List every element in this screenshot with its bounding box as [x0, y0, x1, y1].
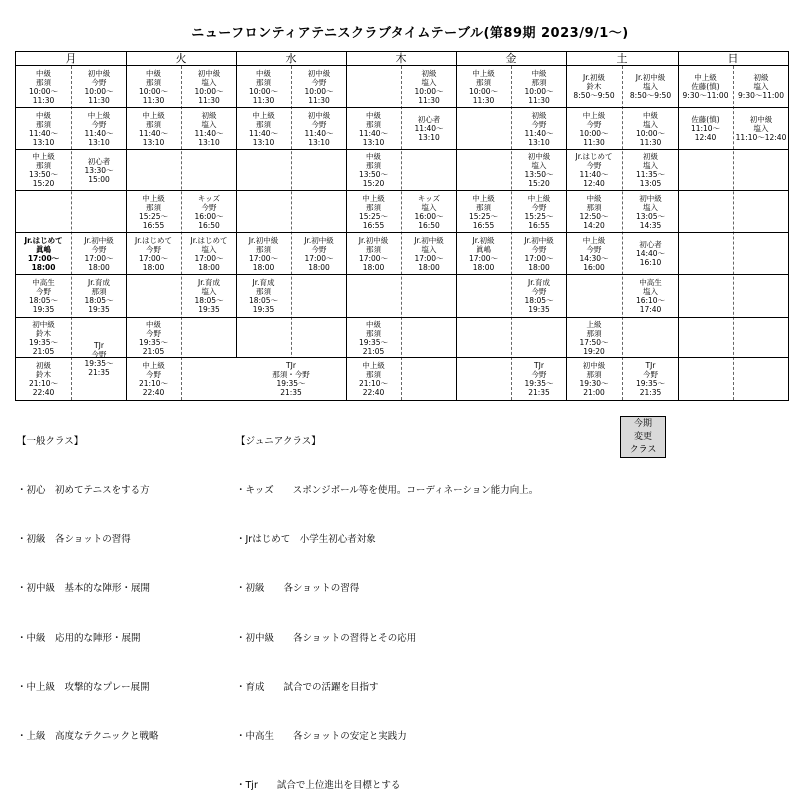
legend-item: ・初級 各ショットの習得	[17, 534, 131, 546]
class-slot: 初中級 今野 11:40～ 13:10	[304, 110, 334, 147]
day-header-wed: 水	[236, 52, 346, 66]
junior-class-legend	[236, 401, 538, 811]
class-slot: 初級 鈴木 21:10～ 22:40	[28, 361, 59, 397]
class-slot: 中級 那須 10:00～ 11:30	[248, 68, 279, 105]
class-slot: 初級 塩入 11:35～ 13:05	[635, 152, 666, 188]
class-slot: Jr.育成 塩入 18:05～ 19:35	[194, 278, 224, 314]
class-slot: 中級 那須 11:40～ 13:10	[28, 110, 59, 147]
class-slot: Jr.育成 那須 18:05～ 19:35	[84, 278, 114, 314]
class-slot: 中級 那須 10:00～ 11:30	[28, 68, 59, 105]
class-slot: Jr.初中級 那須 17:00～ 18:00	[358, 235, 389, 272]
class-slot: 中上級 那須 15:25～ 16:55	[138, 193, 169, 230]
legend-item: ・初級 各ショットの習得	[236, 583, 360, 595]
class-slot: 中級 那須 10:00～ 11:30	[138, 68, 169, 105]
class-slot: Jr.初中級 塩入 17:00～ 18:00	[414, 235, 444, 272]
class-slot: Jr.はじめて 眞嶋 17:00～ 18:00	[24, 235, 63, 272]
class-slot: Jr.初中級 今野 17:00～ 18:00	[304, 235, 334, 272]
class-slot	[126, 150, 181, 190]
class-slot: 中上級 那須 15:25～ 16:55	[358, 193, 389, 230]
general-class-legend	[17, 401, 159, 762]
class-slot: 中高生 今野 18:05～ 19:35	[28, 278, 59, 314]
class-slot: Jr.はじめて 今野 17:00～ 18:00	[135, 235, 172, 272]
day-header-mon: 月	[16, 52, 126, 66]
class-slot: 初級 塩入 11:40～ 13:10	[194, 110, 224, 147]
class-slot: TJr 今野 19:35～ 21:35	[524, 361, 554, 397]
class-slot: 中級 那須 11:40～ 13:10	[358, 110, 389, 147]
legend-item: ・初心 初めてテニスをする方	[17, 485, 150, 497]
class-slot: 初級 塩入 10:00～ 11:30	[414, 68, 444, 105]
class-slot	[182, 150, 236, 190]
junior-legend-header: 【ジュニアクラス】	[236, 435, 321, 447]
class-slot-wide: TJr 那須・今野 19:35～ 21:35	[236, 358, 346, 400]
class-slot: 中上級 今野 15:25～ 16:55	[524, 193, 554, 230]
class-slot: 中高生 塩入 16:10～ 17:40	[635, 278, 666, 314]
day-header-thu: 木	[346, 52, 456, 66]
class-slot: 初中級 鈴木 19:35～ 21:05	[28, 319, 59, 356]
class-slot: 初心者 13:30～ 15:00	[84, 156, 114, 184]
class-slot: 初心者 11:40～ 13:10	[414, 115, 444, 142]
class-slot: 中上級 那須 10:00～ 11:30	[468, 68, 499, 105]
class-slot: 初心者 14:40～ 16:10	[635, 240, 666, 267]
class-slot: 中級 那須 19:35～ 21:05	[358, 319, 389, 356]
legend-item: ・Tjr 試合で上位進出を目標とする	[236, 780, 401, 792]
class-slot: 中上級 那須 15:25～ 16:55	[468, 193, 499, 230]
day-header-sun: 日	[678, 52, 788, 66]
class-slot: キッズ 今野 16:00～ 16:50	[194, 193, 224, 230]
class-slot: 初中級 今野 10:00～ 11:30	[84, 68, 114, 105]
class-slot: 中級 那須 10:00～ 11:30	[524, 68, 554, 105]
class-slot	[72, 191, 126, 232]
class-slot: Jr.はじめて 塩入 17:00～ 18:00	[190, 235, 228, 272]
class-slot: Jr.育成 那須 18:05～ 19:35	[248, 278, 279, 314]
class-slot: Jr.初級 眞嶋 17:00～ 18:00	[468, 235, 499, 272]
legend-item: ・Jrはじめて 小学生初心者対象	[236, 534, 376, 546]
class-slot: 初中級 那須 19:30～ 21:00	[579, 361, 609, 397]
class-slot: Jr.初中級 塩入 8:50～9:50	[629, 73, 672, 100]
legend-item: ・キッズ スポンジボール等を使用。コーディネーション能力向上。	[236, 485, 539, 497]
class-slot: Jr.はじめて 今野 11:40～ 12:40	[575, 152, 613, 188]
class-slot: 中級 今野 19:35～ 21:05	[138, 319, 169, 356]
class-slot	[16, 191, 71, 232]
page-title: ニューフロンティアテニスクラブタイムテーブル(第89期 2023/9/1～)	[191, 26, 629, 41]
legend-item: ・上級 高度なテクニックと戦略	[17, 731, 159, 743]
class-slot: 初中級 塩入 13:05～ 14:35	[635, 193, 666, 230]
class-slot: Jr.初級 鈴木 8:50～9:50	[573, 73, 615, 100]
class-slot: 上級 那須 17:50～ 19:20	[579, 319, 609, 356]
class-slot: 中上級 那須 21:10～ 22:40	[358, 361, 389, 397]
day-header-sat: 土	[566, 52, 678, 66]
class-slot: 中上級 佐藤(慎) 9:30～11:00	[682, 73, 729, 100]
class-slot: 初中級 今野 10:00～ 11:30	[304, 68, 334, 105]
class-slot: 中級 那須 12:50～ 14:20	[579, 193, 609, 230]
general-legend-header: 【一般クラス】	[17, 435, 84, 447]
legend-item: ・初中級 各ショットの習得とその応用	[236, 632, 417, 644]
class-slot: 初中級 塩入 11:10～12:40	[735, 115, 787, 142]
class-slot: 中上級 今野 10:00～ 11:30	[579, 110, 609, 147]
class-slot	[126, 275, 181, 317]
class-slot: 中級 那須 13:50～ 15:20	[358, 152, 389, 188]
class-slot: 初級 今野 11:40～ 13:10	[524, 110, 554, 147]
legend-item: ・中級 応用的な陣形・展開	[17, 632, 141, 644]
class-slot: Jr.初中級 那須 17:00～ 18:00	[248, 235, 279, 272]
legend-item: ・初中級 基本的な陣形・展開	[17, 583, 151, 595]
class-slot: 中上級 今野 21:10～ 22:40	[138, 361, 169, 397]
legend-item: ・中高生 各ショットの安定と実践力	[236, 731, 407, 743]
class-slot: 中上級 今野 11:40～ 13:10	[84, 110, 114, 147]
day-header-fri: 金	[456, 52, 566, 66]
class-slot: Jr.初中級 今野 17:00～ 18:00	[524, 235, 554, 272]
class-slot: 初級 塩入 9:30～11:00	[738, 73, 784, 100]
class-slot: 中上級 那須 11:40～ 13:10	[138, 110, 169, 147]
legend-item: ・育成 試合での活躍を目指す	[236, 681, 379, 693]
day-header-tue: 火	[126, 52, 236, 66]
class-slot: 中級 塩入 10:00～ 11:30	[635, 110, 666, 147]
legend-item: ・中上級 攻撃的なプレー展開	[17, 681, 150, 693]
class-slot: 初中級 塩入 13:50～ 15:20	[524, 152, 554, 188]
changed-class-key: 今期 変更 クラス	[620, 416, 666, 458]
class-slot: キッズ 塩入 16:00～ 16:50	[414, 193, 444, 230]
class-slot: TJr 今野 19:35～ 21:35	[635, 361, 666, 397]
class-slot: Jr.育成 今野 18:05～ 19:35	[524, 278, 554, 314]
class-slot: 中上級 那須 13:50～ 15:20	[28, 152, 59, 188]
class-slot: TJr 今野 19:35～ 21:35	[84, 341, 114, 377]
class-slot: 中上級 那須 11:40～ 13:10	[248, 110, 279, 147]
class-slot: 佐藤(慎) 11:10～ 12:40	[690, 115, 721, 142]
class-slot: 中上級 今野 14:30～ 16:00	[579, 235, 609, 272]
class-slot: 初中級 塩入 10:00～ 11:30	[194, 68, 224, 105]
class-slot: Jr.初中級 今野 17:00～ 18:00	[84, 235, 114, 272]
timetable-grid	[15, 51, 789, 401]
